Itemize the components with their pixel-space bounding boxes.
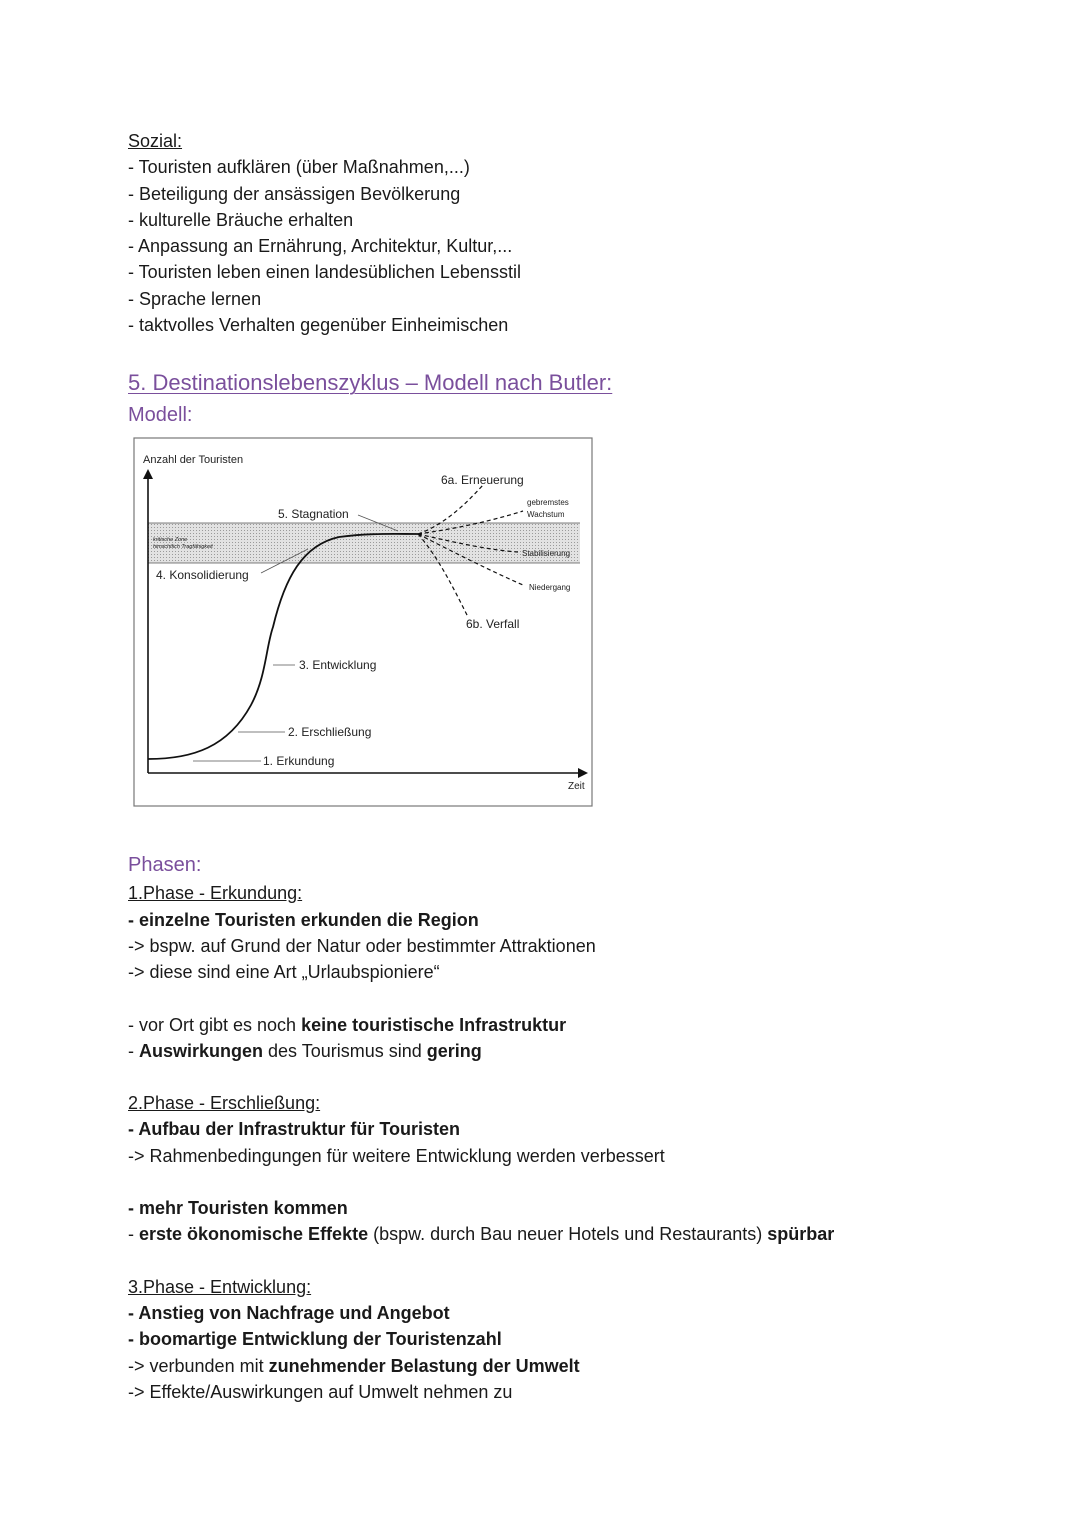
sozial-item: - Beteiligung der ansässigen Bevölkerung: [128, 183, 461, 204]
phase2-line: -> Rahmenbedingungen für weitere Entwicklung werden verbessert: [128, 1145, 665, 1166]
sozial-item: - Touristen leben einen landesüblichen Lebensstil: [128, 262, 521, 283]
phase-label-1: 1. Erkundung: [263, 754, 335, 768]
sozial-heading: Sozial:: [128, 131, 183, 151]
phase3-line: - boomartige Entwicklung der Touristenzahl: [128, 1329, 502, 1350]
section-title: 5. Destinationslebenszyklus – Modell nach Butler:: [128, 370, 613, 396]
phase-label-4: 4. Konsolidierung: [156, 568, 249, 582]
branch-label-wachstum: Wachstum: [527, 510, 565, 519]
phase-label-3: 3. Entwicklung: [299, 658, 377, 672]
sozial-item: - Touristen aufklären (über Maßnahmen,...): [128, 157, 470, 178]
phase3-line: -> verbunden mit zunehmender Belastung der Umwelt: [128, 1355, 580, 1376]
critical-zone-label: hinsichtlich Tragfähigkeit: [153, 544, 213, 550]
y-axis-label: Anzahl der Touristen: [143, 454, 244, 466]
phase2-line: - mehr Touristen kommen: [128, 1198, 348, 1219]
sozial-item: - Sprache lernen: [128, 288, 262, 309]
butler-diagram: [133, 437, 593, 807]
phase1-heading: 1.Phase - Erkundung:: [128, 883, 303, 904]
critical-zone-label: kritische Zone: [153, 537, 188, 543]
phase2-heading: 2.Phase - Erschließung:: [128, 1093, 321, 1114]
phasen-label: Phasen:: [128, 854, 202, 877]
phase3-heading: 3.Phase - Entwicklung:: [128, 1276, 312, 1297]
model-label: Modell:: [128, 404, 193, 427]
phase1-line: - einzelne Touristen erkunden die Region: [128, 909, 479, 930]
phase1-line: -> diese sind eine Art „Urlaubspioniere“: [128, 962, 440, 983]
phase-label-2: 2. Erschließung: [288, 725, 372, 739]
branch-label-gebremstes: gebremstes: [527, 498, 569, 507]
sozial-item: - kulturelle Bräuche erhalten: [128, 209, 354, 230]
phase2-line: - Aufbau der Infrastruktur für Touristen: [128, 1119, 461, 1140]
branch-label-stabilisierung: Stabilisierung: [522, 549, 571, 558]
sozial-item: - Anpassung an Ernährung, Architektur, Kultur,...: [128, 236, 513, 257]
phase1-line: - Auswirkungen des Tourismus sind gering: [128, 1040, 482, 1061]
x-axis-label: Zeit: [568, 781, 585, 792]
phase1-line: -> bspw. auf Grund der Natur oder bestimmter Attraktionen: [128, 935, 596, 956]
phase2-line: - erste ökonomische Effekte (bspw. durch Bau neuer Hotels und Restaurants) spürbar: [128, 1224, 835, 1245]
phase-label-6a: 6a. Erneuerung: [441, 473, 524, 487]
phase3-line: -> Effekte/Auswirkungen auf Umwelt nehmen zu: [128, 1381, 513, 1402]
phase-label-5: 5. Stagnation: [278, 507, 349, 521]
phase-label-6b: 6b. Verfall: [466, 617, 520, 631]
branch-label-niedergang: Niedergang: [529, 583, 571, 592]
sozial-item: - taktvolles Verhalten gegenüber Einheimischen: [128, 315, 509, 336]
phase1-line: - vor Ort gibt es noch keine touristische Infrastruktur: [128, 1014, 567, 1035]
critical-zone: [148, 523, 580, 563]
phase3-line: - Anstieg von Nachfrage und Angebot: [128, 1302, 450, 1323]
